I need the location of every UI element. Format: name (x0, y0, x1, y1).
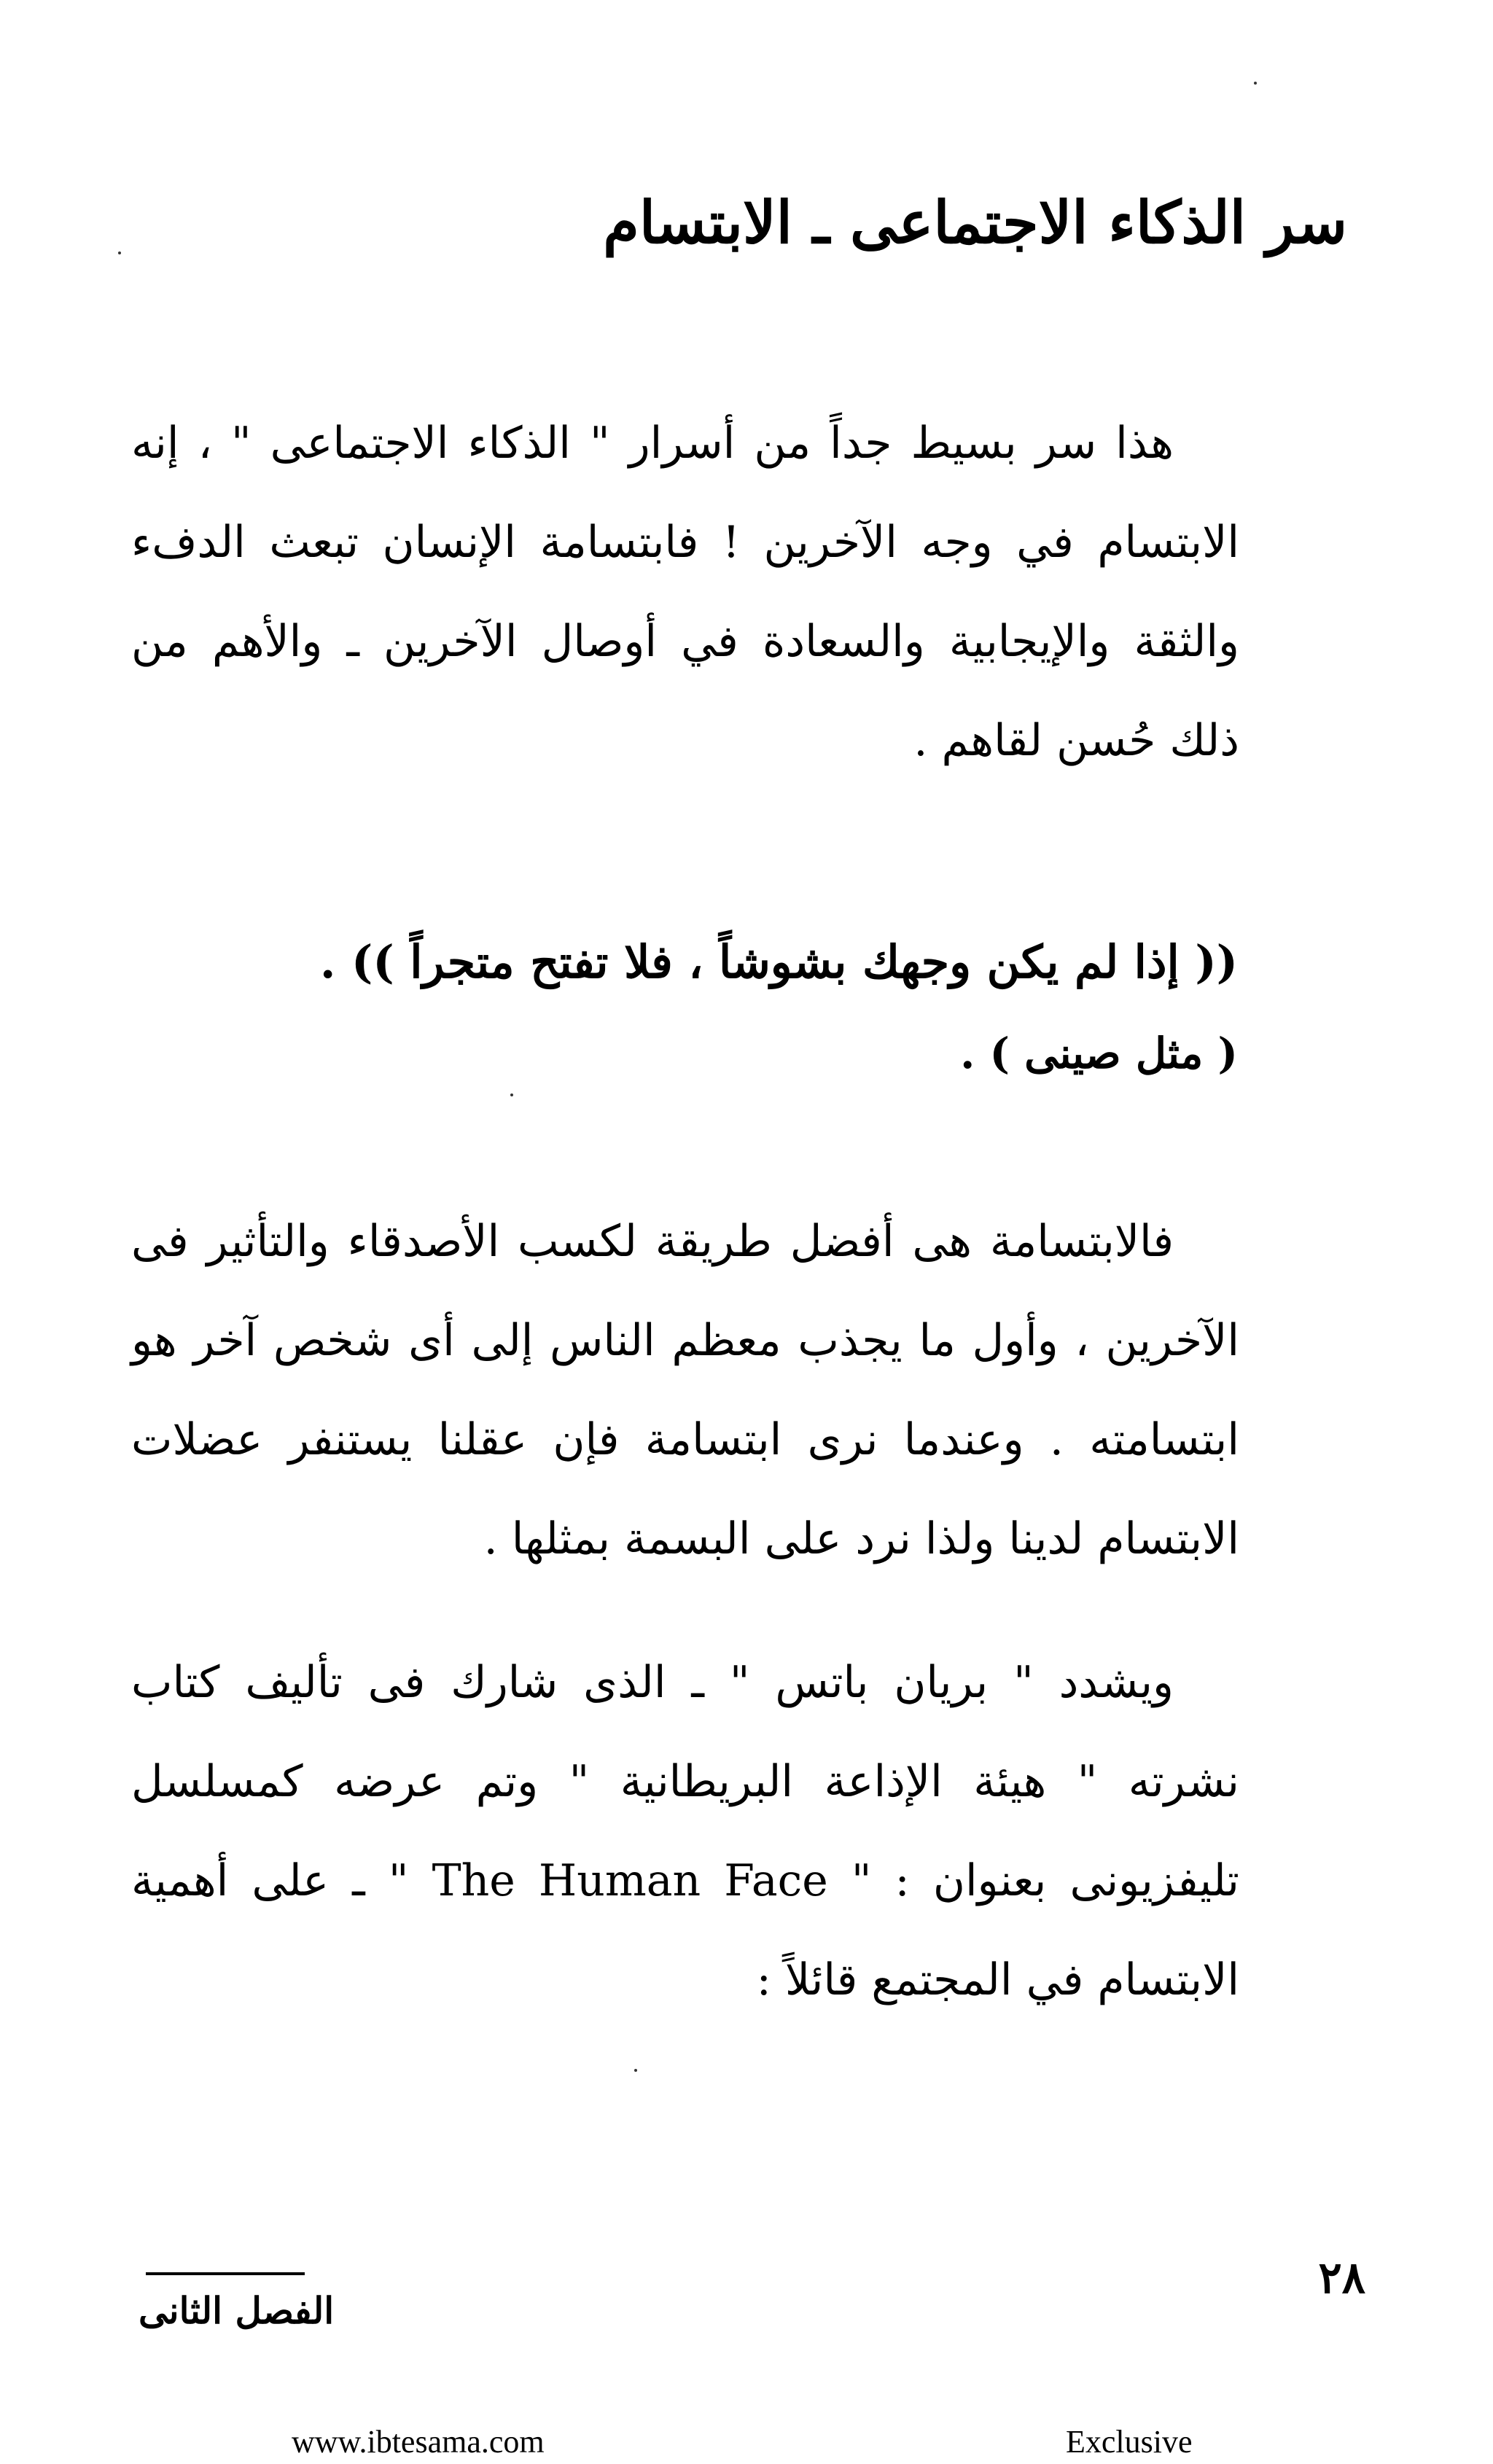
intro-paragraph (131, 394, 1239, 790)
page-number: ٢٨ (1318, 2253, 1365, 2304)
scan-speck (1254, 82, 1257, 85)
smile-paragraph-text: فالابتسامة هى أفضل طريقة لكسب الأصدقاء والتأثير فى الآخرين ، وأول ما يجذب معظم الناس إلى أى شخص آخر هو ابتسامته . وعندما نرى ابتسامة فإن عقلنا يستنفر عضلات الابتسام لدينا ولذا نرد على البسمة بمثلها . (131, 1216, 1239, 1564)
bates-paragraph (131, 1633, 1239, 2030)
footer-exclusive: Exclusive (1066, 2424, 1193, 2460)
scan-speck (634, 2069, 637, 2072)
smile-paragraph (131, 1192, 1239, 1588)
scan-speck (510, 1093, 513, 1096)
chapter-divider (146, 2272, 305, 2275)
scan-speck (118, 252, 121, 254)
proverb-quote: (( إذا لم يكن وجهك بشوشاً ، فلا تفتح متجراً )) . (319, 935, 1238, 989)
bates-paragraph-text: ويشدد " بريان باتس " ـ الذى شارك فى تأليف كتاب نشرته " هيئة الإذاعة البريطانية " وتم عرضه كمسلسل تليفزيونى بعنوان : " The Human Face " ـ على أهمية الابتسام في المجتمع قائلاً : (131, 1657, 1240, 2005)
section-title: سر الذكاء الاجتماعى ـ الابتسام (603, 188, 1347, 257)
chapter-label: الفصل الثانى (139, 2289, 335, 2332)
proverb-attribution: ( مثل صينى ) . (960, 1029, 1238, 1078)
footer-website: www.ibtesama.com (292, 2424, 545, 2460)
intro-paragraph-text: هذا سر بسيط جداً من أسرار " الذكاء الاجتماعى " ، إنه الابتسام في وجه الآخرين ! فابتسامة الإنسان تبعث الدفء والثقة والإيجابية والسعادة في أوصال الآخرين ـ والأهم من ذلك حُسن لقاهم . (131, 418, 1239, 766)
